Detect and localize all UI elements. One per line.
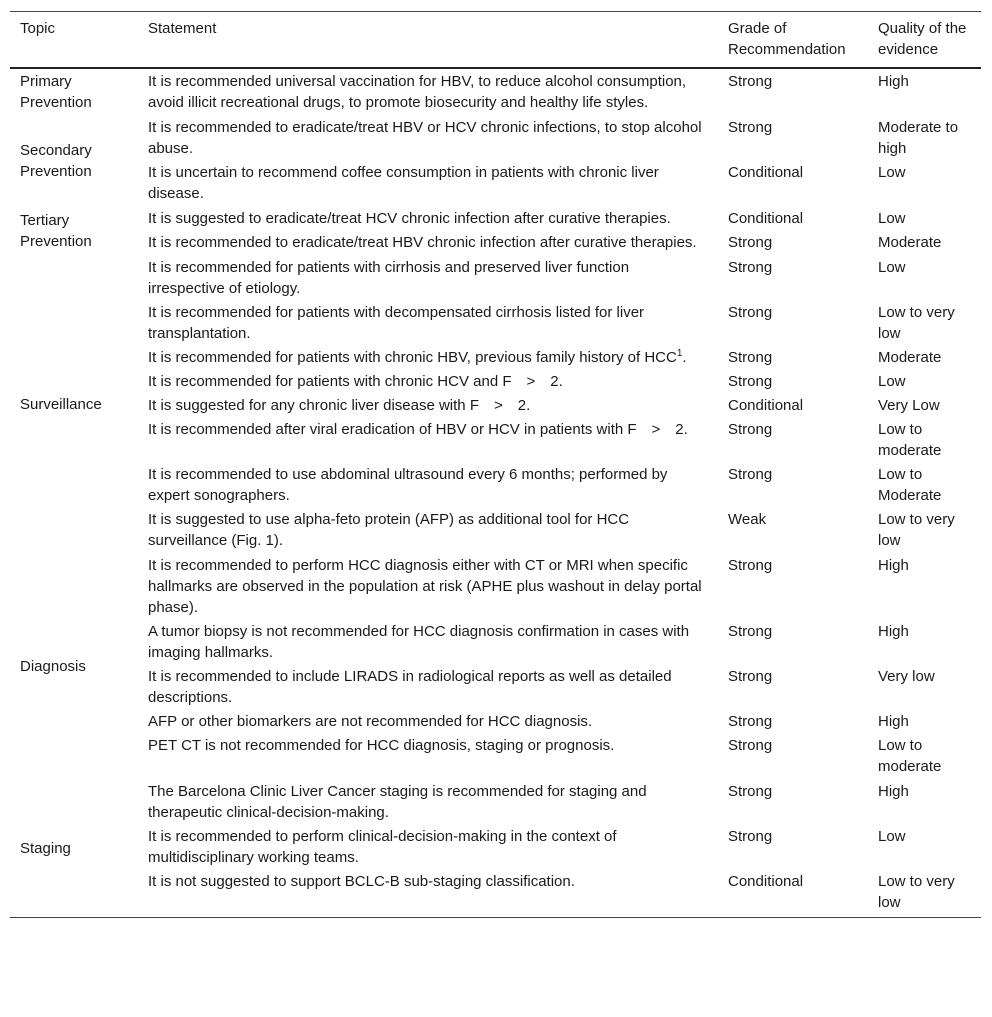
table-row xyxy=(10,68,981,115)
table-row xyxy=(10,346,981,370)
statement-cell: It is recommended to use abdominal ultrasound every 6 months; performed by expert sonographers. xyxy=(148,466,668,504)
grade-cell: Strong xyxy=(728,737,773,754)
quality-cell: Very Low xyxy=(878,397,940,414)
footnote-marker: 1 xyxy=(676,348,683,359)
statement-cell: It is not suggested to support BCLC-B sub-staging classification. xyxy=(138,870,718,918)
quality-cell: Low to very low xyxy=(878,304,955,342)
quality-cell: High xyxy=(878,73,909,90)
topic-diagnosis: Diagnosis xyxy=(20,657,86,675)
statement-cell: It is suggested to use alpha-feto protein (AFP) as additional tool for HCC surveillance (Fig. 1). xyxy=(148,511,630,549)
topic-tertiary-prevention: Tertiary Prevention xyxy=(20,211,92,250)
table-row xyxy=(10,734,981,779)
statement-cell: It is recommended for patients with chronic HCV and F > 2. xyxy=(148,373,563,390)
statement-cell xyxy=(138,346,718,370)
statement-cell: It is recommended to perform clinical-decision-making in the context of multidisciplinary working teams. xyxy=(148,828,617,866)
quality-cell: Low xyxy=(878,164,906,181)
table-row xyxy=(10,665,981,710)
table-row xyxy=(10,825,981,870)
grade-cell: Strong xyxy=(728,828,773,845)
statement-cell: It is recommended to eradicate/treat HBV or HCV chronic infections, to stop alcohol abuse. xyxy=(148,119,702,157)
statement-cell: It is suggested to eradicate/treat HCV chronic infection after curative therapies. xyxy=(148,210,671,227)
grade-cell: Weak xyxy=(728,511,767,528)
table-row xyxy=(10,115,981,161)
quality-cell: Low to very low xyxy=(878,511,955,549)
table-row xyxy=(10,255,981,301)
grade-cell: Strong xyxy=(728,783,773,800)
header-row xyxy=(10,12,981,69)
grade-cell: Strong xyxy=(728,713,773,730)
table-row xyxy=(10,161,981,206)
grade-cell: Strong xyxy=(728,259,773,276)
header-grade: Grade of Recommendation xyxy=(718,12,868,69)
table-header xyxy=(10,12,981,69)
header-quality: Quality of the evidence xyxy=(868,12,981,69)
statement-text: It is recommended for patients with chronic HBV, previous family history of HCC xyxy=(148,349,677,366)
statement-cell: It is recommended to include LIRADS in radiological reports as well as detailed descriptions. xyxy=(148,668,672,706)
statement-cell: It is recommended to perform HCC diagnosis either with CT or MRI when specific hallmarks are observed in the population at risk (APHE plus washout in delay portal phase). xyxy=(148,557,702,616)
table-row xyxy=(10,710,981,734)
grade-cell: Conditional xyxy=(728,397,804,414)
statement-cell: It is recommended to eradicate/treat HBV chronic infection after curative therapies. xyxy=(148,234,697,251)
statement-cell: A tumor biopsy is not recommended for HCC diagnosis confirmation in cases with imaging hallmarks. xyxy=(148,623,690,661)
table-row xyxy=(10,231,981,255)
quality-cell: Moderate to high xyxy=(878,119,959,157)
statement-cell: It is recommended after viral eradication of HBV or HCV in patients with F > 2. xyxy=(148,421,688,438)
grade-cell: Conditional xyxy=(728,164,804,181)
statement-cell: It is recommended for patients with cirrhosis and preserved liver function irrespective of etiology. xyxy=(148,259,630,297)
table-row xyxy=(10,553,981,620)
grade-cell: Strong xyxy=(728,119,773,136)
quality-cell: Low xyxy=(878,210,906,227)
table-row xyxy=(10,418,981,463)
grade-cell: Strong xyxy=(728,349,773,366)
grade-cell: Conditional xyxy=(718,870,868,918)
quality-cell: Low to moderate xyxy=(878,737,942,775)
topic-surveillance: Surveillance xyxy=(20,395,102,413)
table-row xyxy=(10,394,981,418)
quality-cell: Low xyxy=(878,373,906,390)
grade-cell: Strong xyxy=(728,668,773,685)
statement-cell: The Barcelona Clinic Liver Cancer staging is recommended for staging and therapeutic clinical-decision-making. xyxy=(148,783,647,821)
table-row xyxy=(10,370,981,394)
table-row xyxy=(10,301,981,346)
table-body xyxy=(10,68,981,918)
quality-cell: Low to moderate xyxy=(878,421,942,459)
grade-cell: Strong xyxy=(728,421,773,438)
statement-cell: It is recommended universal vaccination for HBV, to reduce alcohol consumption, avoid illicit recreational drugs, to promote biosecurity and healthy life styles. xyxy=(148,73,687,111)
grade-cell: Strong xyxy=(728,373,773,390)
topic-secondary-prevention: Secondary Prevention xyxy=(20,141,92,180)
table-row xyxy=(10,463,981,508)
grade-cell: Strong xyxy=(728,466,773,483)
statement-cell: It is uncertain to recommend coffee consumption in patients with chronic liver disease. xyxy=(148,164,659,202)
statement-cell: AFP or other biomarkers are not recommended for HCC diagnosis. xyxy=(148,713,593,730)
recommendations-table xyxy=(10,11,981,918)
quality-cell: High xyxy=(878,623,909,640)
grade-cell: Strong xyxy=(728,73,773,90)
topic-primary-prevention: Primary Prevention xyxy=(20,73,92,111)
statement-cell: PET CT is not recommended for HCC diagnosis, staging or prognosis. xyxy=(148,737,615,754)
table-row xyxy=(10,206,981,231)
quality-cell: High xyxy=(878,713,909,730)
quality-cell: High xyxy=(878,783,909,800)
grade-cell: Strong xyxy=(728,304,773,321)
grade-cell: Strong xyxy=(728,623,773,640)
table-row xyxy=(10,779,981,825)
table-row xyxy=(10,508,981,553)
statement-tail: . xyxy=(682,349,687,366)
quality-cell: Low xyxy=(878,828,906,845)
quality-cell: Moderate xyxy=(878,234,942,251)
statement-cell: It is suggested for any chronic liver disease with F > 2. xyxy=(148,397,531,414)
grade-cell: Strong xyxy=(728,557,773,574)
header-topic: Topic xyxy=(10,12,138,69)
grade-cell: Conditional xyxy=(728,210,804,227)
table-row xyxy=(10,870,981,918)
table-row xyxy=(10,620,981,665)
topic-staging: Staging xyxy=(10,779,138,918)
grade-cell: Strong xyxy=(728,234,773,251)
quality-cell: Very low xyxy=(878,668,935,685)
quality-cell: Low to Moderate xyxy=(878,466,942,504)
header-statement: Statement xyxy=(138,12,718,69)
quality-cell: Low xyxy=(878,259,906,276)
statement-cell: It is recommended for patients with decompensated cirrhosis listed for liver transplantation. xyxy=(148,304,645,342)
quality-cell: High xyxy=(878,557,909,574)
quality-cell: Low to very low xyxy=(868,870,981,918)
quality-cell: Moderate xyxy=(878,349,942,366)
